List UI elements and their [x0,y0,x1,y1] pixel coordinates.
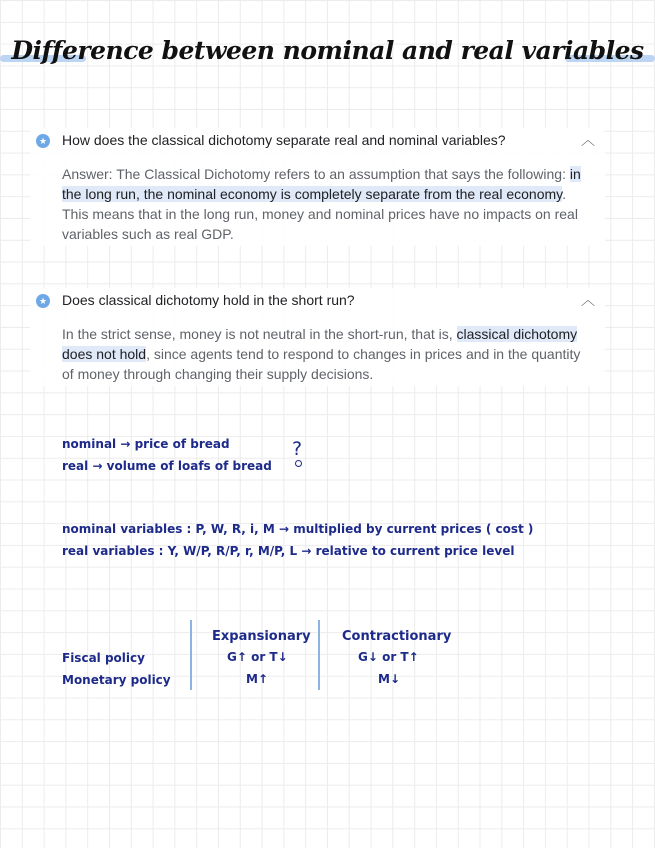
answer-text: In the strict sense, money is not neutral in the short-run, that is, [62,326,457,342]
chevron-up-icon[interactable]: ︿ [581,292,595,308]
faq-question-row[interactable] [30,288,605,316]
cell-fiscal-contractionary: G↓ or T↑ [358,650,419,664]
answer-text: Answer: The Classical Dichotomy refers to an assumption that says the following: [62,166,570,182]
faq-question-row[interactable] [30,128,605,156]
faq-answer [62,324,592,384]
cell-monetary-expansionary: M↑ [246,672,268,686]
star-icon: ★ [36,294,50,308]
note-real-variables: real variables : Y, W/P, R/P, r, M/P, L → relative to current price level [62,544,515,558]
note-nominal-variables: nominal variables : P, W, R, i, M → multiplied by current prices ( cost ) [62,522,534,536]
table-divider [318,620,320,690]
note-real: real → volume of loafs of bread [62,459,272,473]
faq-question: Does classical dichotomy hold in the short run? [62,292,355,308]
answer-text: , since agents tend to respond to changes in prices and in the quantity of money through changing their supply decisions. [62,346,581,382]
star-icon: ★ [36,134,50,148]
faq-item [30,128,605,246]
col-expansionary: Expansionary [212,629,311,644]
note-nominal: nominal → price of bread [62,437,230,451]
answer-highlight: classical dichotomy does not hold [62,326,578,362]
chevron-up-icon[interactable]: ︿ [581,132,595,148]
note-question-mark: ? [292,438,303,460]
page-title: Difference between nominal and real variables [11,36,644,65]
answer-text: . This means that in the long run, money and nominal prices have no impacts on real variables such as real GDP. [62,186,578,242]
col-contractionary: Contractionary [342,629,452,644]
answer-highlight: in the long run, the nominal economy is completely separate from the real economy [62,166,581,202]
faq-answer [62,164,592,244]
faq-question: How does the classical dichotomy separate real and nominal variables? [62,132,506,148]
note-dot [295,460,302,467]
cell-monetary-contractionary: M↓ [378,672,400,686]
table-divider [190,620,192,690]
row-label-fiscal: Fiscal policy [62,651,145,665]
row-label-monetary: Monetary policy [62,673,171,687]
cell-fiscal-expansionary: G↑ or T↓ [227,650,288,664]
faq-item [30,288,605,386]
